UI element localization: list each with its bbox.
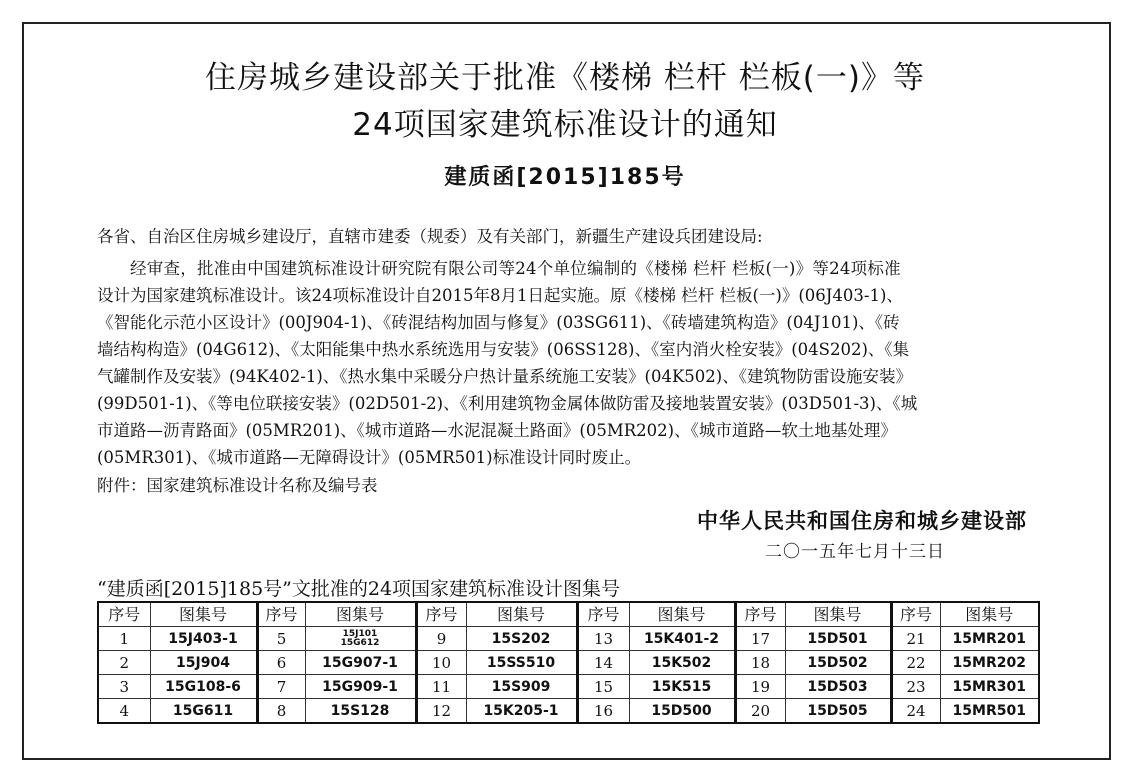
seq-cell: 2 [98, 651, 150, 675]
seq-cell: 11 [416, 675, 466, 699]
header-seq: 序号 [735, 602, 785, 627]
atlas-code-cell: 15J403-1 [150, 627, 257, 651]
header-code: 图集号 [940, 602, 1039, 627]
atlas-code-cell: 15S909 [466, 675, 577, 699]
atlas-code-cell: 15D505 [785, 699, 891, 724]
table-header-row [98, 602, 1039, 627]
atlas-code-cell: 15D500 [629, 699, 735, 724]
body-line-5: 气罐制作及安装》(94K402-1)、《热水集中采暖分户热计量系统施工安装》(04K502)、《建筑物防雷设施安装》 [97, 367, 912, 386]
atlas-code-cell: 15MR501 [940, 699, 1039, 724]
table-row [98, 651, 1039, 675]
seq-cell: 3 [98, 675, 150, 699]
issue-date: 二〇一五年七月十三日 [765, 542, 945, 562]
seq-cell: 4 [98, 699, 150, 724]
body-line-7: 市道路—沥青路面》(05MR201)、《城市道路—水泥混凝土路面》(05MR202)、《城市道路—软土地基处理》 [97, 421, 897, 440]
salutation: 各省、自治区住房城乡建设厅，直辖市建委（规委）及有关部门，新疆生产建设兵团建设局: [97, 227, 763, 246]
notice-title-line2: 24项国家建筑标准设计的通知 [352, 107, 778, 143]
atlas-code-cell: 15D501 [785, 627, 891, 651]
atlas-code-cell: 15K515 [629, 675, 735, 699]
table-row [98, 627, 1039, 651]
seq-cell: 9 [416, 627, 466, 651]
atlas-code-cell: 15J904 [150, 651, 257, 675]
atlas-code-cell: 15MR301 [940, 675, 1039, 699]
seq-cell: 6 [257, 651, 305, 675]
issuing-authority: 中华人民共和国住房和城乡建设部 [697, 509, 1027, 533]
seq-cell: 8 [257, 699, 305, 724]
atlas-code-cell: 15K401-2 [629, 627, 735, 651]
seq-cell: 23 [891, 675, 940, 699]
body-line-3: 《智能化示范小区设计》(00J904-1)、《砖混结构加固与修复》(03SG611)、《砖墙建筑构造》(04J101)、《砖 [97, 313, 900, 332]
atlas-code-cell: 15D503 [785, 675, 891, 699]
seq-cell: 15 [577, 675, 629, 699]
seq-cell: 16 [577, 699, 629, 724]
seq-cell: 5 [257, 627, 305, 651]
atlas-code-cell: 15D502 [785, 651, 891, 675]
stacked-code-bottom: 15G612 [340, 637, 380, 648]
atlas-code-cell: 15G108-6 [150, 675, 257, 699]
document-number: 建质函[2015]185号 [444, 165, 686, 190]
seq-cell: 20 [735, 699, 785, 724]
seq-cell: 22 [891, 651, 940, 675]
header-code: 图集号 [150, 602, 257, 627]
table-row [98, 675, 1039, 699]
seq-cell: 1 [98, 627, 150, 651]
stacked-codes [306, 628, 415, 650]
body-line-6: (99D501-1)、《等电位联接安装》(02D501-2)、《利用建筑物金属体做防雷及接地装置安装》(03D501-3)、《城 [97, 394, 918, 413]
atlas-code-cell: 15S202 [466, 627, 577, 651]
header-seq: 序号 [577, 602, 629, 627]
header-seq: 序号 [257, 602, 305, 627]
notice-title-line1: 住房城乡建设部关于批准《楼梯 栏杆 栏板(一)》等 [205, 60, 925, 96]
attachment-note: 附件：国家建筑标准设计名称及编号表 [97, 476, 378, 495]
seq-cell: 14 [577, 651, 629, 675]
atlas-code-cell-stacked [305, 627, 416, 651]
atlas-code-cell: 15MR202 [940, 651, 1039, 675]
stacked-code-top: 15J101 [342, 628, 378, 639]
seq-cell: 19 [735, 675, 785, 699]
table-title: “建质函[2015]185号”文批准的24项国家建筑标准设计图集号 [97, 578, 621, 600]
atlas-code-cell: 15K502 [629, 651, 735, 675]
seq-cell: 13 [577, 627, 629, 651]
seq-cell: 17 [735, 627, 785, 651]
header-seq: 序号 [891, 602, 940, 627]
atlas-code-cell: 15G909-1 [305, 675, 416, 699]
atlas-code-cell: 15G907-1 [305, 651, 416, 675]
body-line-8: (05MR301)、《城市道路—无障碍设计》(05MR501)标准设计同时废止。 [97, 448, 642, 467]
atlas-code-cell: 15MR201 [940, 627, 1039, 651]
table-row [98, 699, 1039, 724]
seq-cell: 12 [416, 699, 466, 724]
seq-cell: 21 [891, 627, 940, 651]
body-line-2: 设计为国家建筑标准设计。该24项标准设计自2015年8月1日起实施。原《楼梯 栏杆 栏板(一)》(06J403-1)、 [97, 286, 903, 305]
header-code: 图集号 [629, 602, 735, 627]
seq-cell: 10 [416, 651, 466, 675]
atlas-code-cell: 15K205-1 [466, 699, 577, 724]
atlas-number-table [97, 601, 1040, 724]
seq-cell: 7 [257, 675, 305, 699]
seq-cell: 24 [891, 699, 940, 724]
atlas-code-cell: 15S128 [305, 699, 416, 724]
header-code: 图集号 [785, 602, 891, 627]
header-seq: 序号 [98, 602, 150, 627]
header-code: 图集号 [305, 602, 416, 627]
atlas-code-cell: 15SS510 [466, 651, 577, 675]
body-line-4: 墙结构构造》(04G612)、《太阳能集中热水系统选用与安装》(06SS128)、《室内消火栓安装》(04S202)、《集 [97, 340, 910, 359]
atlas-code-cell: 15G611 [150, 699, 257, 724]
seq-cell: 18 [735, 651, 785, 675]
header-code: 图集号 [466, 602, 577, 627]
body-line-1: 经审查，批准由中国建筑标准设计研究院有限公司等24个单位编制的《楼梯 栏杆 栏板(一)》等24项标准 [130, 259, 901, 278]
header-seq: 序号 [416, 602, 466, 627]
